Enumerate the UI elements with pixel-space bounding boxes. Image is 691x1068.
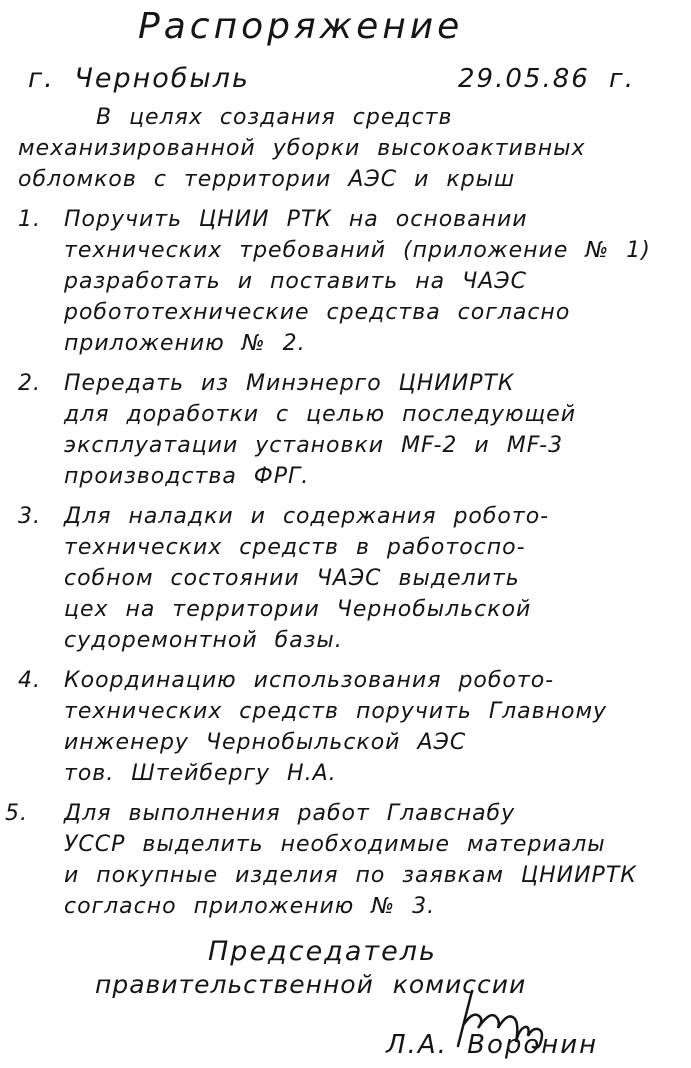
document-title: Распоряжение [138, 6, 464, 47]
item-line: робототехнические средства согласно [64, 300, 571, 325]
item-line: технических средств поручить Главному [64, 699, 608, 724]
item-line: УССР выделить необходимые материалы [64, 832, 606, 857]
item-line: Координацию использования робото- [64, 668, 555, 693]
item-line: Для выполнения работ Главснабу [64, 801, 516, 826]
signature-role-line-1: Председатель [208, 936, 437, 967]
item-line: для доработки с целью последующей [64, 402, 577, 427]
item-line: собном состоянии ЧАЭС выделить [64, 566, 520, 591]
list-item-3 [0, 501, 691, 656]
item-line: приложению № 2. [64, 331, 306, 356]
item-line: Поручить ЦНИИ РТК на основании [64, 207, 528, 232]
item-line: инженеру Чернобыльской АЭС [64, 730, 467, 755]
item-number: 3. [18, 504, 41, 529]
intro-line: обломков с территории АЭС и крыш [18, 167, 516, 192]
list-item-5 [0, 798, 691, 922]
item-line: Передать из Минэнерго ЦНИИРТК [64, 371, 515, 396]
signature-name: Л.А. Воронин [386, 1030, 599, 1060]
list-item-4 [0, 665, 691, 789]
item-line: и покупные изделия по заявкам ЦНИИРТК [64, 863, 637, 888]
date-label: 29.05.86 г. [458, 64, 635, 94]
place-date-row [0, 63, 691, 94]
list-item-1 [0, 204, 691, 359]
item-number: 1. [18, 207, 41, 232]
item-line: технических требований (приложение № 1) [64, 238, 651, 263]
list-item-2 [0, 368, 691, 492]
item-line: Для наладки и содержания робото- [64, 504, 550, 529]
item-line: тов. Штейбергу Н.А. [64, 761, 337, 786]
signature-role-line-2: правительственной комиссии [95, 970, 527, 999]
item-line: согласно приложению № 3. [64, 894, 436, 919]
intro-line: В целях создания средств [96, 105, 453, 130]
item-line: технических средств в работоспо- [64, 535, 526, 560]
item-line: производства ФРГ. [64, 464, 310, 489]
item-line: эксплуатации установки MF-2 и MF-3 [64, 433, 564, 458]
document-body [0, 102, 691, 922]
item-line: разработать и поставить на ЧАЭС [64, 269, 527, 294]
item-number: 2. [18, 371, 41, 396]
intro-line: механизированной уборки высокоактивных [18, 136, 586, 161]
intro-paragraph [0, 102, 691, 195]
item-line: цех на территории Чернобыльской [64, 597, 532, 622]
item-line: судоремонтной базы. [64, 628, 343, 653]
item-number: 4. [18, 668, 41, 693]
place-label: г. Чернобыль [28, 63, 250, 94]
item-number: 5. [5, 801, 28, 826]
